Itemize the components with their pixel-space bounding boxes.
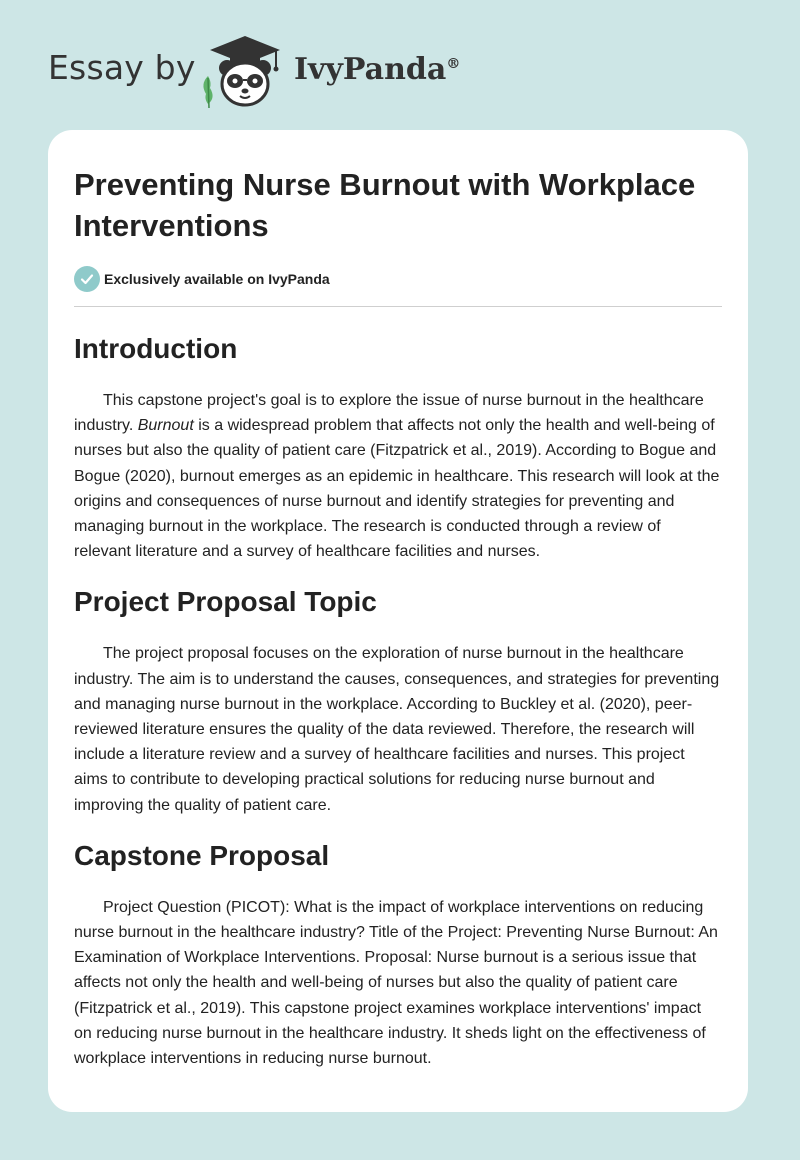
brand-name[interactable]: IvyPanda®	[294, 52, 461, 87]
brand-prefix: Essay by	[48, 48, 196, 87]
panda-logo-icon[interactable]	[200, 34, 290, 112]
badge-text: Exclusively available on IvyPanda	[104, 271, 330, 287]
section-heading-capstone-proposal: Capstone Proposal	[74, 839, 330, 871]
page-title: Preventing Nurse Burnout with Workplace Interventions	[74, 167, 696, 243]
section-paragraph-introduction: This capstone project's goal is to explore the issue of nurse burnout in the healthcare industry. Burnout is a widespread problem that affects not only the health and well-being of nurses but also the quality of patient care (Fitzpatrick et al., 2019). According to Bogue and Bogue (2020), burnout emerges as an epidemic in healthcare. This research will look at the origins and consequences of nurse burnout and identify strategies for preventing and managing burnout in the workplace. The research is conducted through a review of relevant literature and a survey of healthcare facilities and nurses.	[74, 392, 720, 561]
section-paragraph-capstone-proposal: Project Question (PICOT): What is the impact of workplace interventions on reducing nurse burnout in the healthcare industry? Title of the Project: Preventing Nurse Burnout: An Examination of Workplace Interventions. Proposal: Nurse burnout is a serious issue that affects not only the health and well-being of nurses but also the quality of patient care (Fitzpatrick et al., 2019). This capstone project examines workplace interventions' impact on reducing nurse burnout in the healthcare industry. It sheds light on the effectiveness of workplace interventions in reducing nurse burnout.	[74, 898, 718, 1068]
essay-card	[48, 130, 748, 1112]
section-heading-project-proposal: Project Proposal Topic	[74, 586, 377, 618]
section-paragraph-project-proposal: The project proposal focuses on the exploration of nurse burnout in the healthcare industry. The aim is to understand the causes, consequences, and strategies for preventing and managing nurse burnout in the workplace. According to Buckley et al. (2020), peer-reviewed literature ensures the quality of the data reviewed. Therefore, the research will include a literature review and a survey of healthcare facilities and nurses. This project aims to contribute to developing practical solutions for reducing nurse burnout and improving the quality of patient care.	[74, 645, 720, 814]
site-header	[48, 30, 548, 110]
exclusive-badge	[74, 264, 722, 294]
section-heading-introduction: Introduction	[74, 333, 238, 364]
divider	[74, 306, 722, 307]
check-icon	[74, 266, 100, 292]
